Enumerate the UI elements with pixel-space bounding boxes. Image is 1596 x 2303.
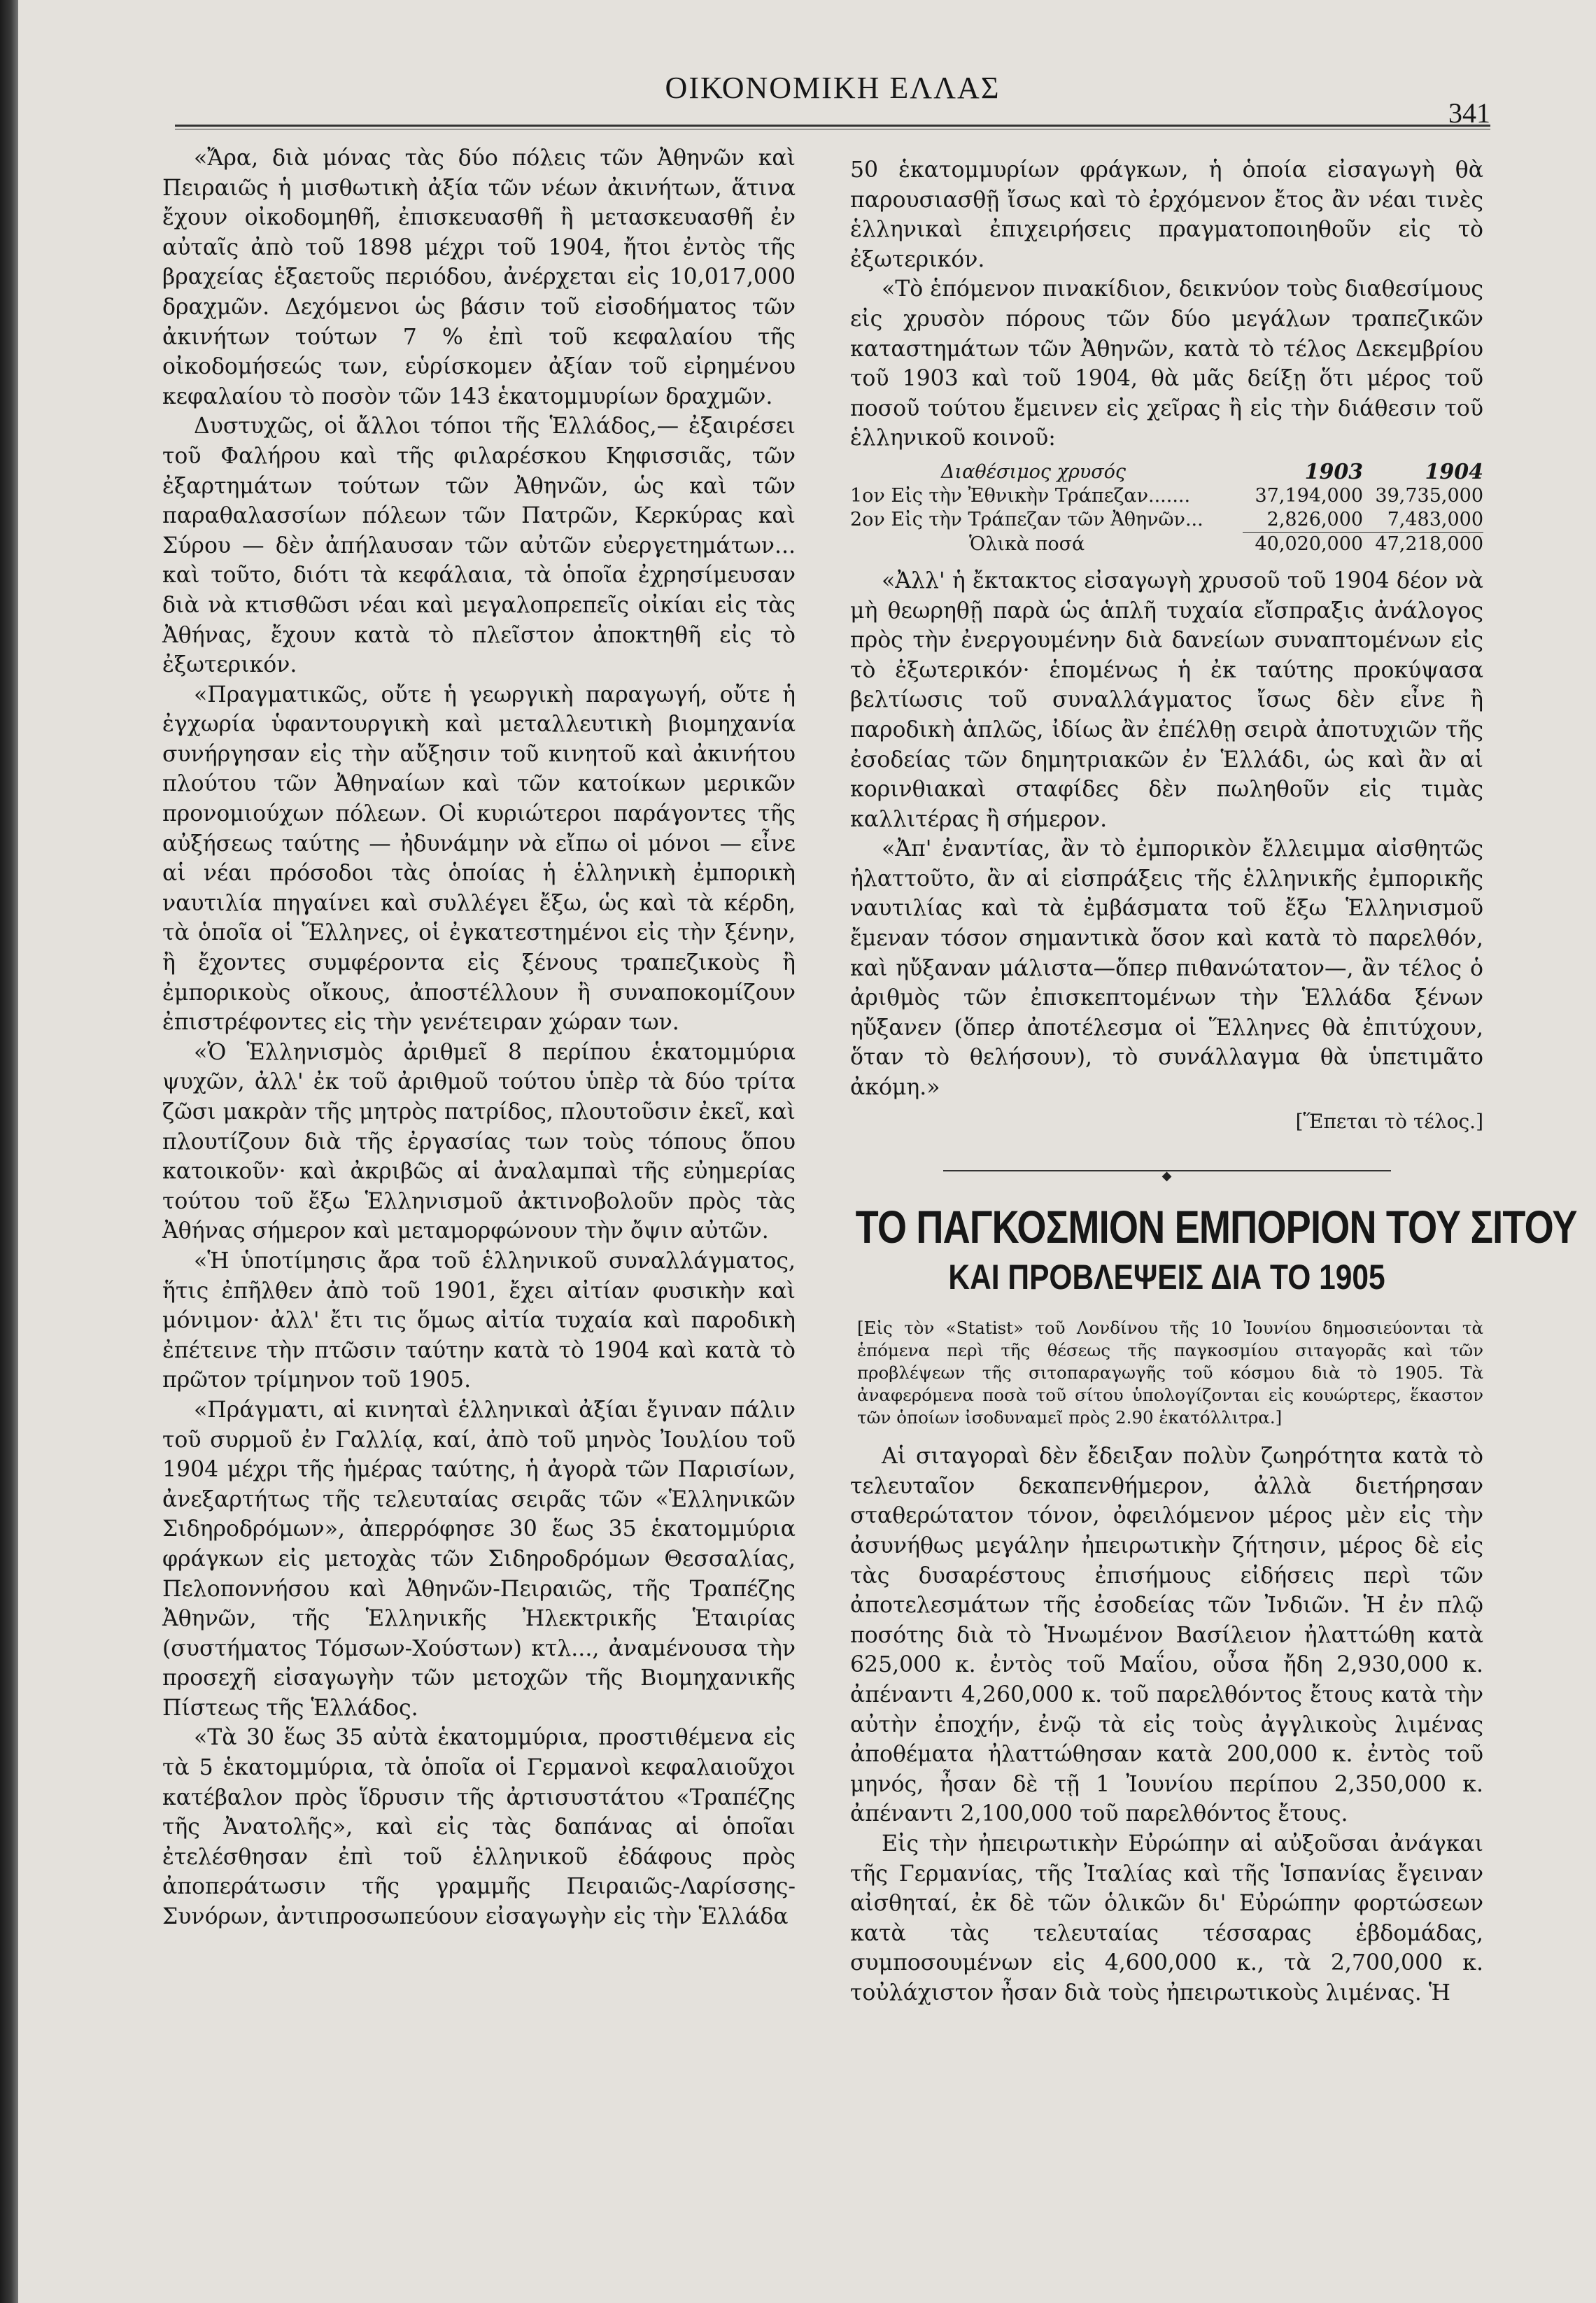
table-cell-1904: 39,735,000 — [1375, 484, 1483, 507]
left-paragraph-6: «Πράγματι, αἱ κινηταὶ ἑλληνικαὶ ἀξίαι ἔγιναν πάλιν τοῦ συρμοῦ ἐν Γαλλίᾳ, καί, ἀπὸ τοῦ μηνὸς Ἰουλίου τοῦ 1904 μέχρι τῆς ἡμέρας ταύτης, ἡ ἀγορὰ τῶν Παρισίων, ἀνεξαρτήτως τῆς τελευταίας σειρᾶς τῶν «Ἑλληνικῶν Σιδηροδρόμων», ἀπερρόφησε 30 ἕως 35 ἑκατομμύρια φράγκων εἰς μετοχὰς τῶν Σιδηροδρόμων Θεσσαλίας, Πελοποννήσου καὶ Ἀθηνῶν-Πειραιῶς, τῆς Τραπέζης Ἀθηνῶν, τῆς Ἑλληνικῆς Ἠλεκτρικῆς Ἑταιρίας (συστήματος Τόμσων-Χούστων) κτλ..., ἀναμένουσα τὴν προσεχῆ εἰσαγωγὴν τῶν μετοχῶν τῆς Βιομηχανικῆς Πίστεως τῆς Ἑλλάδος. — [162, 1397, 796, 1721]
table-cell-1903: 37,194,000 — [1255, 484, 1364, 507]
table-row-label: 2ον Εἰς τὴν Τράπεζαν τῶν Ἀθηνῶν... — [850, 509, 1203, 531]
continued-note: [Ἕπεται τὸ τέλος.] — [1295, 1109, 1483, 1133]
left-paragraph-5: «Ἡ ὑποτίμησις ἄρα τοῦ ἑλληνικοῦ συναλλάγματος, ἥτις ἐπῆλθεν ἀπὸ τοῦ 1901, ἔχει αἰτίαν φυσικὴν καὶ μόνιμον· ἀλλ' ἔτι τις ὅμως αἰτία τυχαία καὶ παροδικὴ ἐπέτεινε τὴν πτῶσιν ταύτην κατὰ τὸ 1904 καὶ κατὰ τὸ πρῶτον τρίμηνον τοῦ 1905. — [162, 1248, 796, 1393]
table-cell-1904: 7,483,000 — [1387, 508, 1483, 530]
article-title: ΤΟ ΠΑΓΚΟΣΜΙΟΝ ΕΜΠΟΡΙΟΝ ΤΟΥ ΣΙΤΟΥ — [855, 1201, 1577, 1253]
left-paragraph-1: «Ἄρα, διὰ μόνας τὰς δύο πόλεις τῶν Ἀθηνῶν καὶ Πειραιῶς ἡ μισθωτικὴ ἀξία τῶν νέων ἀκινήτων, ἅτινα ἔχουν οἰκοδομηθῆ, ἐπισκευασθῆ ἢ μετασκευασθῆ ἐν αὐταῖς ἀπὸ τοῦ 1898 μέχρι τοῦ 1904, ἤτοι ἐντὸς τῆς βραχείας ἑξαετοῦς περιόδου, ἀνέρχεται εἰς 10,017,000 δραχμῶν. Δεχόμενοι ὡς βάσιν τοῦ εἰσοδήματος τῶν ἀκινήτων τούτων 7 % ἐπὶ τοῦ κεφαλαίου τῆς οἰκοδομήσεώς των, εὑρίσκομεν ἀξίαν τοῦ εἰρημένου κεφαλαίου τὸ ποσὸν τῶν 143 ἑκατομμυρίων δραχμῶν. — [162, 146, 796, 409]
editor-note: [Εἰς τὸν «Statist» τοῦ Λονδίνου τῆς 10 Ἰουνίου δημοσιεύονται τὰ ἑπόμενα περὶ τῆς θέσεως τῆς παγκοσμίου σιταγορᾶς καὶ τῶν προβλέψεων τῆς σιτοπαραγωγῆς τοῦ κόσμου διὰ τὸ 1905. Τὰ ἀναφερόμενα ποσὰ τοῦ σίτου ὑπολογίζονται εἰς κουώρτερς, ἕκαστον τῶν ὁποίων ἰσοδυναμεῖ πρὸς 2.90 ἑκατόλλιτρα.] — [857, 1318, 1483, 1428]
table-total-row — [850, 532, 1483, 556]
table-header-year-1904: 1904 — [1425, 459, 1483, 484]
table-row-label: 1ον Εἰς τὴν Ἐθνικὴν Τράπεζαν....... — [850, 484, 1191, 507]
left-paragraph-3: «Πραγματικῶς, οὔτε ἡ γεωργικὴ παραγωγή, οὔτε ἡ ἐγχωρία ὑφαντουργικὴ καὶ μεταλλευτικὴ βιομηχανία συνήργησαν εἰς τὴν αὔξησιν τοῦ κινητοῦ καὶ ἀκινήτου πλούτου τῶν Ἀθηναίων καὶ τῶν κατοίκων μερικῶν προνομιούχων πόλεων. Οἱ κυριώτεροι παράγοντες τῆς αὐξήσεως ταύτης — ἠδυνάμην νὰ εἴπω οἱ μόνοι — εἶνε αἱ νέαι πρόσοδοι τὰς ὁποίας ἡ ἑλληνικὴ ἐμπορικὴ ναυτιλία πηγαίνει καὶ συλλέγει ἔξω, ὡς καὶ τὰ κέρδη, τὰ ὁποῖα οἱ Ἕλληνες, οἱ ἐγκατεστημένοι εἰς τὴν ξένην, ἢ ἔχοντες συμφέροντα εἰς ξένους τραπεζικοὺς ἢ ἐμπορικοὺς οἴκους, ἀποστέλλουν ἢ συναποκομίζουν ἐπιστρέφοντες εἰς τὴν γενέτειραν χώραν των. — [162, 682, 796, 1036]
article-subtitle: ΚΑΙ ΠΡΟΒΛΕΨΕΙΣ ΔΙΑ ΤΟ 1905 — [948, 1258, 1385, 1297]
section-separator — [943, 1170, 1391, 1171]
table-total-1903: 40,020,000 — [1243, 532, 1363, 556]
table-total-1904: 47,218,000 — [1363, 532, 1483, 556]
article-paragraph-1: Αἱ σιταγοραὶ δὲν ἔδειξαν πολὺν ζωηρότητα κατὰ τὸ τελευταῖον δεκαπενθήμερον, ἀλλὰ διετήρησαν σταθερώτατον τόνον, ὀφειλόμενον μέρος μὲν εἰς τὴν ἀσυνήθως μεγάλην ἠπειρωτικὴν ζήτησιν, μέρος δὲ εἰς τὰς δυσαρέστους ἐπισήμους εἰδήσεις περὶ τῶν ἀποτελεσμάτων τῆς ἐσοδείας τῶν Ἰνδιῶν. Ἡ ἐν πλῷ ποσότης διὰ τὸ Ἡνωμένον Βασίλειον ἠλαττώθη κατὰ 625,000 κ. ἐντὸς τοῦ Μαΐου, οὖσα ἤδη 2,930,000 κ. ἀπέναντι 4,260,000 κ. τοῦ παρελθόντος ἔτους κατὰ τὴν αὐτὴν ἐποχήν, ἐνῷ τὰ εἰς τοὺς ἀγγλικοὺς λιμένας ἀποθέματα ἠλαττώθησαν κατὰ 200,000 κ. ἐντὸς τοῦ μηνός, ἦσαν δὲ τῇ 1 Ἰουνίου περίπου 2,350,000 κ. ἀπέναντι 2,100,000 τοῦ παρελθόντος ἔτους. — [850, 1444, 1483, 1827]
table-total-label: Ὁλικὰ ποσά — [969, 533, 1085, 555]
table-row — [850, 484, 1483, 508]
table-cell-1903: 2,826,000 — [1266, 508, 1364, 530]
table-intro-paragraph: «Τὸ ἑπόμενον πινακίδιον, δεικνύον τοὺς διαθεσίμους εἰς χρυσὸν πόρους τῶν δύο μεγάλων τραπεζικῶν καταστημάτων τῶν Ἀθηνῶν, κατὰ τὸ τέλος Δεκεμβρίου τοῦ 1903 καὶ τοῦ 1904, θὰ μᾶς δείξῃ ὅτι μέρος τοῦ ποσοῦ τούτου ἔμεινεν εἰς χεῖρας ἢ εἰς τὴν διάθεσιν τοῦ ἑλληνικοῦ κοινοῦ: — [850, 276, 1483, 451]
table-row — [850, 508, 1483, 533]
left-paragraph-7: «Τὰ 30 ἕως 35 αὐτὰ ἑκατομμύρια, προστιθέμενα εἰς τὰ 5 ἑκατομμύρια, τὰ ὁποῖα οἱ Γερμανοὶ κεφαλαιοῦχοι κατέβαλον πρὸς ἵδρυσιν τῆς ἀρτισυστάτου «Τραπέζης τῆς Ἀνατολῆς», καὶ εἰς τὰς δαπάνας αἱ ὁποῖαι ἐτελέσθησαν ἐπὶ τοῦ ἑλληνικοῦ ἐδάφους πρὸς ἀποπεράτωσιν τῆς γραμμῆς Πειραιῶς-Λαρίσσης-Συνόρων, ἀντιπροσωπεύουν εἰσαγωγὴν εἰς τὴν Ἑλλάδα — [162, 1725, 796, 1930]
table-header-year-1903: 1903 — [1304, 459, 1364, 484]
left-paragraph-4: «Ὁ Ἑλληνισμὸς ἀριθμεῖ 8 περίπου ἑκατομμύρια ψυχῶν, ἀλλ' ἐκ τοῦ ἀριθμοῦ τούτου ὑπὲρ τὰ δύο τρίτα ζῶσι μακρὰν τῆς μητρὸς πατρίδος, πλουτοῦσιν ἐκεῖ, καὶ πλουτίζουν διὰ τῆς ἐργασίας των τοὺς τόπους ὅπου κατοικοῦν· καὶ ἀκριβῶς αἱ ἀναλαμπαὶ τῆς εὐημερίας τούτου τοῦ ἔξω Ἑλληνισμοῦ ἀκτινοβολοῦν πρὸς τὰς Ἀθήνας σήμερον καὶ μεταμορφώνουν τὴν ὄψιν αὐτῶν. — [162, 1039, 796, 1244]
left-paragraph-2: Δυστυχῶς, οἱ ἄλλοι τόποι τῆς Ἑλλάδος,— ἐξαιρέσει τοῦ Φαλήρου καὶ τῆς φιλαρέσκου Κηφισσιᾶς, τῶν ἐξαρτημάτων τούτων τῶν Ἀθηνῶν, ὡς καὶ τῶν παραθαλασσίων πόλεων τῶν Πατρῶν, Κερκύρας καὶ Σύρου — δὲν ἀπήλαυσαν τῶν αὐτῶν εὐεργετημάτων... καὶ τοῦτο, διότι τὰ κεφάλαια, τὰ ὁποῖα ἐχρησίμευσαν διὰ νὰ κτισθῶσι νέαι καὶ μεγαλοπρεπεῖς οἰκίαι εἰς τὰς Ἀθήνας, ἔχουν κατὰ τὸ πλεῖστον ἀποκτηθῆ εἰς τὸ ἐξωτερικόν. — [162, 414, 796, 678]
page-number: 341 — [1448, 97, 1490, 129]
running-title: ΟΙΚΟΝΟΜΙΚΗ ΕΛΛΑΣ — [665, 71, 1001, 105]
left-column — [162, 143, 796, 1932]
table-header-label: Διαθέσιμος χρυσός — [941, 460, 1127, 483]
gold-reserves-table — [850, 460, 1483, 556]
right-opening-paragraph: 50 ἑκατομμυρίων φράγκων, ἡ ὁποία εἰσαγωγὴ θὰ παρουσιασθῇ ἴσως καὶ τὸ ἐρχόμενον ἔτος ἂν νέαι τινὲς ἑλληνικαὶ ἐπιχειρήσεις πραγματοποιηθοῦν εἰς τὸ ἐξωτερικόν. — [850, 157, 1483, 272]
right-paragraph-2: «Ἀπ' ἐναντίας, ἂν τὸ ἐμπορικὸν ἔλλειμμα αἰσθητῶς ἠλαττοῦτο, ἂν αἱ εἰσπράξεις τῆς ἑλληνικῆς ἐμπορικῆς ναυτιλίας καὶ τὰ ἐμβάσματα τοῦ ἔξω Ἑλληνισμοῦ ἔμεναν τόσον σημαντικὰ ὅσον καὶ κατὰ τὸ παρελθόν, καὶ ηὔξαναν μάλιστα—ὅπερ πιθανώτατον—, ἂν τέλος ὁ ἀριθμὸς τῶν ἐπισκεπτομένων τὴν Ἑλλάδα ξένων ηὔξανεν (ὅπερ ἀποτέλεσμα οἱ Ἕλληνες θὰ ἐπιτύχουν, ὅταν τὸ θελήσουν), τὸ συνάλλαγμα θὰ ὑπετιμᾶτο ἀκόμη.» — [850, 836, 1483, 1101]
header-rule — [175, 125, 1490, 129]
right-paragraph-1: «Ἀλλ' ἡ ἔκτακτος εἰσαγωγὴ χρυσοῦ τοῦ 1904 δέον νὰ μὴ θεωρηθῇ παρὰ ὡς ἁπλῆ τυχαία εἴσπραξις ἀνάλογος πρὸς τὴν ἐνεργουμένην διὰ δανείων συναπτομένων εἰς τὸ ἐξωτερικόν· ἑπομένως ἡ ἐκ ταύτης προκύψασα βελτίωσις τοῦ συναλλάγματος ἴσως δὲν εἶνε ἢ παροδικὴ ἁπλῶς, ἰδίως ἂν ἐπέλθῃ σειρὰ ἀποτυχιῶν τῆς ἐσοδείας τῶν δημητριακῶν ἐν Ἑλλάδι, ὡς καὶ ἂν αἱ κορινθιακαὶ σταφίδες δὲν πωληθοῦν εἰς τιμὰς καλλιτέρας ἢ σήμερον. — [850, 568, 1483, 832]
table-header-row — [850, 460, 1483, 484]
page-binding-edge — [0, 0, 18, 2303]
right-column — [850, 155, 1577, 2008]
article-paragraph-2: Εἰς τὴν ἠπειρωτικὴν Εὐρώπην αἱ αὐξοῦσαι ἀνάγκαι τῆς Γερμανίας, τῆς Ἰταλίας καὶ τῆς Ἱσπανίας ἔγειναν αἰσθηταί, ἐκ δὲ τῶν ὁλικῶν δι' Εὐρώπην φορτώσεων κατὰ τὰς τελευταίας τέσσαρας ἑβδομάδας, συμποσουμένων εἰς 4,600,000 κ., τὰ 2,700,000 κ. τοὐλάχιστον ἦσαν διὰ τοὺς ἠπειρωτικοὺς λιμένας. Ἡ — [850, 1831, 1483, 2006]
page-header — [175, 70, 1490, 129]
